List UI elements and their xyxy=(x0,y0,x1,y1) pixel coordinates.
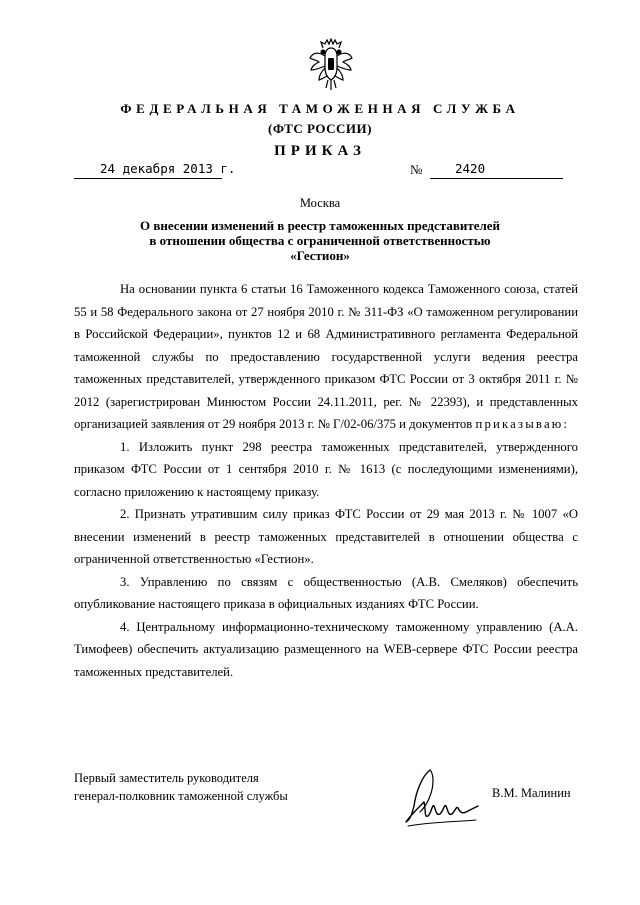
organization-short-name: (ФТС РОССИИ) xyxy=(268,121,372,136)
subject-line: в отношении общества с ограниченной ответственностью xyxy=(149,233,491,248)
order-subject xyxy=(0,218,640,263)
basis-paragraph xyxy=(74,278,578,436)
order-item: 1. Изложить пункт 298 реестра таможенных представителей, утвержденного приказом ФТС России от 1 сентября 2010 г. № 1613 (с последующими изменениями), согласно приложению к настоящему приказу. xyxy=(74,439,578,499)
signer-position-line: генерал-полковник таможенной службы xyxy=(74,789,288,803)
signer-position-line: Первый заместитель руководителя xyxy=(74,771,259,785)
order-item: 4. Центральному информационно-техническому таможенному управлению (А.А. Тимофеев) обеспечить актуализацию размещенного на WEB-сервере ФТС России реестра таможенных представителей. xyxy=(74,619,578,679)
document-type-title: ПРИКАЗ xyxy=(274,143,366,159)
double-headed-eagle-icon xyxy=(307,38,355,94)
subject-line: «Гестион» xyxy=(290,248,350,263)
order-number: 2420 xyxy=(455,161,486,176)
order-date: 24 декабря 2013 г. xyxy=(100,161,236,176)
order-body xyxy=(74,278,578,683)
signer-position xyxy=(74,769,288,805)
number-underline xyxy=(430,178,563,179)
date-underline xyxy=(74,178,222,179)
signer-name: В.М. Малинин xyxy=(492,786,571,800)
order-item: 3. Управлению по связям с общественностью (А.В. Смеляков) обеспечить опубликование настоящего приказа в официальных изданиях ФТС России. xyxy=(74,574,578,611)
directive-word: приказываю: xyxy=(475,417,570,431)
city: Москва xyxy=(299,196,341,210)
handwritten-signature-icon xyxy=(400,762,482,832)
number-label: № xyxy=(410,162,423,177)
order-item: 2. Признать утратившим силу приказ ФТС России от 29 мая 2013 г. № 1007 «О внесении изменений в реестр таможенных представителей в отношении общества с ограниченной ответственностью «Гестион». xyxy=(74,507,578,566)
subject-line: О внесении изменений в реестр таможенных представителей xyxy=(139,218,501,233)
organization-name: ФЕДЕРАЛЬНАЯ ТАМОЖЕННАЯ СЛУЖБА xyxy=(120,101,520,116)
basis-text: На основании пункта 6 статьи 16 Таможенного кодекса Таможенного союза, статей 55 и 58 Федерального закона от 27 ноября 2010 г. № 311-ФЗ «О таможенном регулировании в Российской Федерации», пунктов 12 и 68 Административного регламента Федеральной таможенной службы по предоставлению государственной услуги ведения реестра таможенных представителей, утвержденного приказом ФТС России от 3 октября 2011 г. № 2012 (зарегистрирован Минюстом России 24.11.2011, рег. № 22393), и представленных организацией заявления от 29 ноября 2013 г. № Г/02-06/375 и документов xyxy=(74,282,578,431)
